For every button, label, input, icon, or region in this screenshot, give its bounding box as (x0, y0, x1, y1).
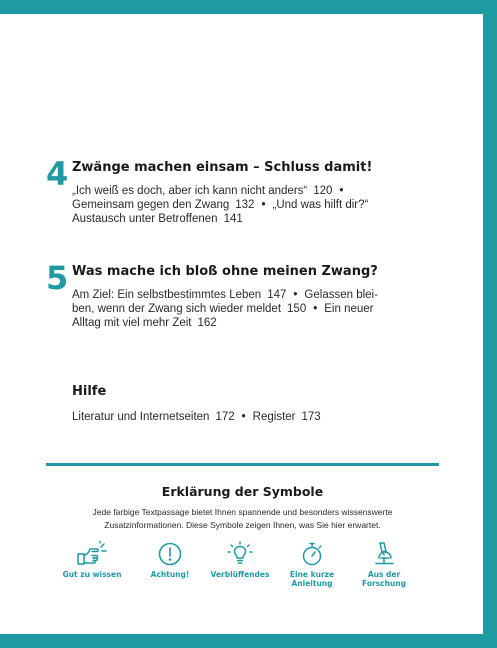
bullet-separator: • (293, 289, 298, 301)
symbol-label: Gut zu wissen (62, 570, 122, 579)
symbol-label: Eine kurze (289, 570, 335, 579)
symbol-legend (52, 541, 437, 601)
page-number: 132 (235, 199, 255, 211)
toc-entry[interactable]: Austausch unter Betroffenen (72, 213, 218, 225)
toc-entry[interactable]: Gemeinsam gegen den Zwang (72, 199, 230, 211)
lightbulb-icon (223, 541, 257, 567)
symbol-label: Anleitung (291, 579, 333, 588)
chapter-4 (46, 155, 406, 228)
pointing-hand-icon (75, 541, 109, 567)
toc-line (72, 288, 402, 302)
legend-description (46, 506, 439, 532)
toc-line (72, 212, 402, 226)
bullet-separator: • (339, 185, 344, 197)
hilfe-title: Hilfe (72, 384, 107, 399)
bullet-separator: • (241, 411, 246, 423)
toc-entry[interactable]: „Ich weiß es doch, aber ich kann nicht anders“ (72, 185, 308, 197)
toc-entry[interactable]: „Und was hilft dir?“ (272, 199, 369, 211)
chapter-entries (72, 288, 402, 330)
symbol-label: Aus der (367, 570, 401, 579)
page-number: 150 (287, 303, 307, 315)
symbol-aus-der-forschung (344, 541, 424, 588)
toc-line (72, 184, 402, 198)
toc-entry[interactable]: Alltag mit viel mehr Zeit (72, 317, 192, 329)
page-number: 162 (197, 317, 217, 329)
symbol-achtung (130, 541, 210, 579)
chapter-number: 4 (46, 155, 69, 193)
chapter-entries (72, 184, 402, 226)
page-number: 141 (223, 213, 243, 225)
symbol-label: Achtung! (150, 570, 190, 579)
page-number: 172 (215, 411, 235, 423)
toc-line (72, 198, 402, 212)
symbol-eine-kurze-anleitung (272, 541, 352, 588)
chapter-number: 5 (46, 259, 69, 297)
symbol-gut-zu-wissen (52, 541, 132, 579)
toc-line (72, 316, 402, 330)
frame-right-border (483, 0, 497, 648)
bullet-separator: • (313, 303, 318, 315)
exclamation-circle-icon (153, 541, 187, 567)
toc-entry[interactable]: Ein neuer (324, 303, 374, 315)
toc-entry[interactable]: Gelassen blei- (304, 289, 378, 301)
page-number: 120 (313, 185, 333, 197)
bullet-separator: • (261, 199, 266, 211)
chapter-title: Was mache ich bloß ohne meinen Zwang? (72, 264, 378, 279)
legend-title: Erklärung der Symbole (161, 484, 324, 499)
stopwatch-icon (295, 541, 329, 567)
toc-entry[interactable]: Literatur und Internetseiten (72, 411, 210, 423)
toc-entry[interactable]: Register (252, 411, 296, 423)
page-number: 173 (301, 411, 321, 423)
chapter-5 (46, 259, 406, 342)
legend-description-line: Jede farbige Textpassage bietet Ihnen spannende und besonders wissenswerte (92, 507, 393, 517)
symbol-verblueffendes (200, 541, 280, 579)
toc-entry[interactable]: Am Ziel: Ein selbstbestimmtes Leben (72, 289, 262, 301)
microscope-icon (367, 541, 401, 567)
toc-line (72, 302, 402, 316)
legend-description-line: Zusatzinformationen. Diese Symbole zeigen Ihnen, was Sie hier erwartet. (104, 520, 381, 530)
frame-bottom-border (0, 634, 497, 648)
symbol-label: Forschung (362, 579, 406, 588)
frame-top-border (0, 0, 497, 14)
hilfe-entries (72, 410, 412, 424)
page-number: 147 (267, 289, 287, 301)
symbol-label: Verblüffendes (210, 570, 270, 579)
chapter-title: Zwänge machen einsam – Schluss damit! (72, 160, 373, 175)
toc-entry[interactable]: ben, wenn der Zwang sich wieder meldet (72, 303, 282, 315)
section-divider (46, 463, 439, 466)
